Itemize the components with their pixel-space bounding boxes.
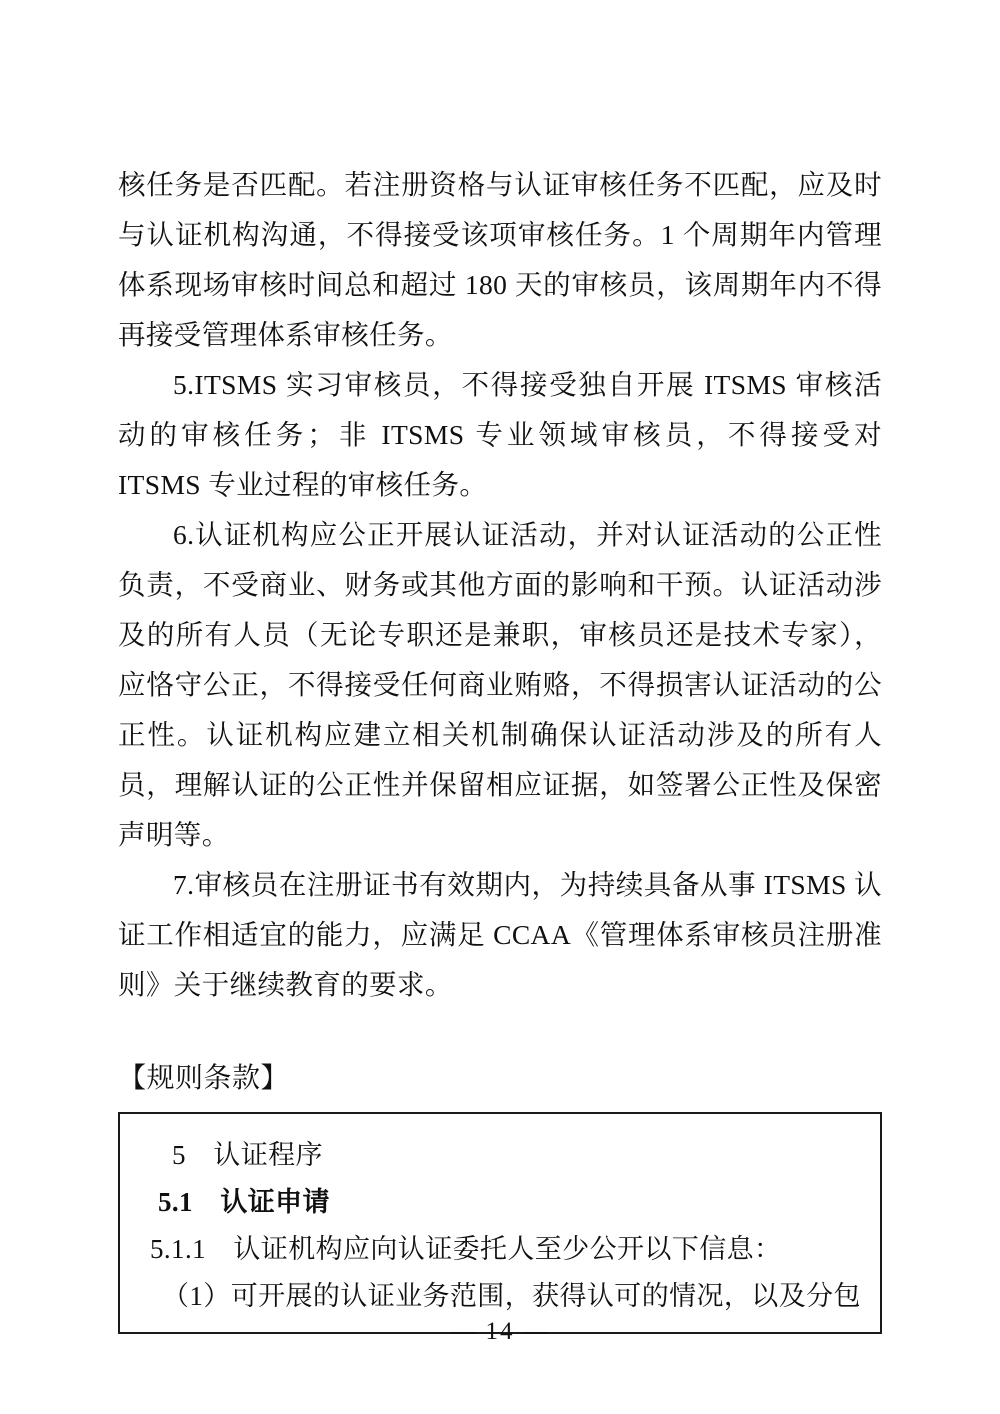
paragraph-item-7: 7.审核员在注册证书有效期内，为持续具备从事 ITSMS 认证工作相适宜的能力，应满足 CCAA《管理体系审核员注册准则》关于继续教育的要求。: [118, 869, 882, 1000]
section-label-rule-clauses: 【规则条款】: [118, 1063, 290, 1094]
page-number: — 14 —: [450, 1318, 550, 1345]
rule-subheading: 5.1 认证申请: [158, 1187, 330, 1217]
rule-clause-511: 5.1.1 认证机构应向认证委托人至少公开以下信息：: [150, 1234, 782, 1264]
paragraph-item-6: 6.认证机构应公正开展认证活动，并对认证活动的公正性负责，不受商业、财务或其他方面的影响和干预。认证活动涉及的所有人员（无论专职还是兼职，审核员还是技术专家），应恪守公正，不得接受任何商业贿赂，不得损害认证活动的公正性。认证机构应建立相关机制确保认证活动涉及的所有人员，理解认证的公正性并保留相应证据，如签署公正性及保密声明等。: [118, 519, 882, 850]
rule-clause-box: [118, 1112, 882, 1334]
page-content: [118, 160, 882, 1334]
paragraph-item-5: 5.ITSMS 实习审核员，不得接受独自开展 ITSMS 审核活动的审核任务；非 ITSMS 专业领域审核员，不得接受对 ITSMS 专业过程的审核任务。: [118, 369, 882, 500]
paragraph-continued: 核任务是否匹配。若注册资格与认证审核任务不匹配，应及时与认证机构沟通，不得接受该项审核任务。1 个周期年内管理体系现场审核时间总和超过 180 天的审核员，该周期年内不得再接受管理体系审核任务。: [118, 169, 882, 350]
rule-heading: 5 认证程序: [172, 1140, 323, 1170]
rule-clause-item-1: （1）可开展的认证业务范围，获得认可的情况，以及分包: [162, 1281, 861, 1311]
